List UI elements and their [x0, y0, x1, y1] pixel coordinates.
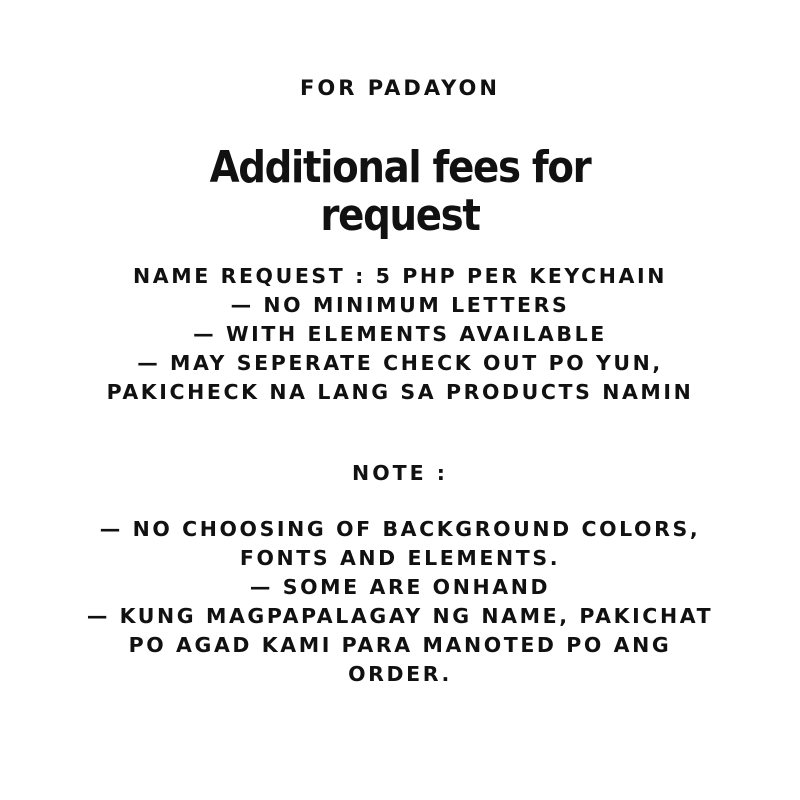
note-line: — SOME ARE ONHAND: [249, 575, 551, 599]
fees-line: — WITH ELEMENTS AVAILABLE: [193, 322, 607, 346]
shop-eyebrow: FOR PADAYON: [300, 76, 500, 100]
note-list: [0, 515, 800, 689]
fees-list: [0, 262, 800, 407]
page-title-line-2: request: [320, 190, 480, 241]
page-title-line-1: Additional fees for: [209, 142, 591, 193]
page-title: [48, 144, 752, 240]
fees-line: PAKICHECK NA LANG SA PRODUCTS NAMIN: [106, 380, 694, 404]
note-line: — KUNG MAGPAPALAGAY NG NAME, PAKICHAT: [86, 604, 714, 628]
fees-line: NAME REQUEST : 5 PHP PER KEYCHAIN: [133, 264, 667, 288]
note-line: ORDER.: [348, 662, 452, 686]
note-heading: NOTE :: [352, 461, 448, 485]
note-line: — NO CHOOSING OF BACKGROUND COLORS,: [99, 517, 701, 541]
fees-line: — NO MINIMUM LETTERS: [230, 293, 570, 317]
note-line: PO AGAD KAMI PARA MANOTED PO ANG: [128, 633, 672, 657]
fees-line: — MAY SEPERATE CHECK OUT PO YUN,: [137, 351, 663, 375]
note-line: FONTS AND ELEMENTS.: [239, 546, 561, 570]
